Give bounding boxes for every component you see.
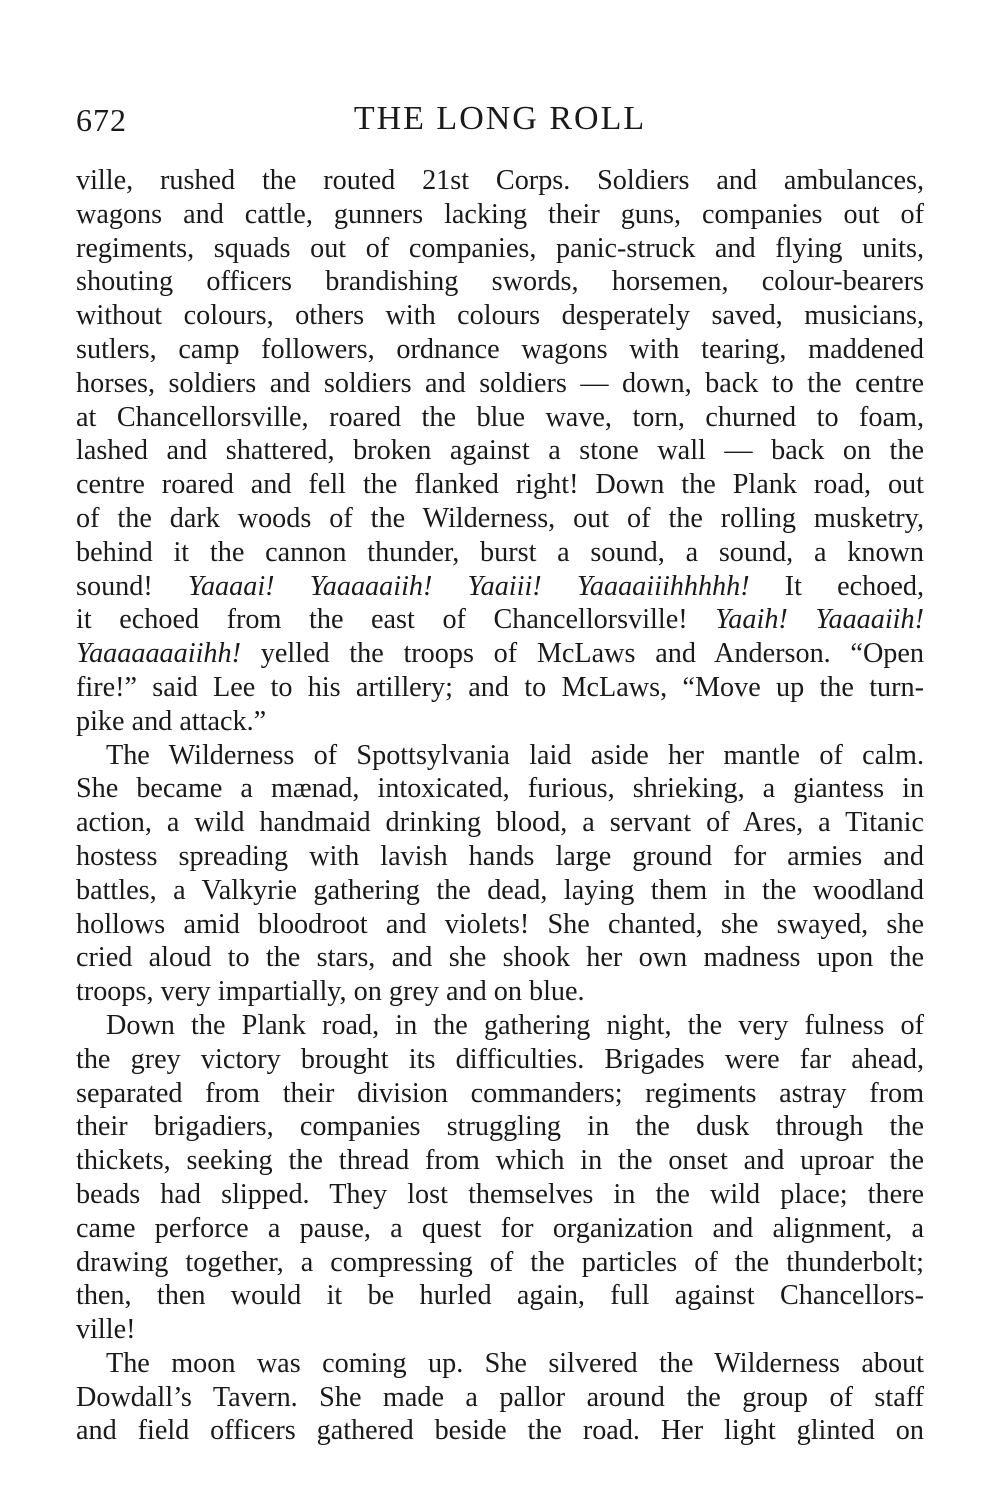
text-line: their brigadiers, companies struggling in the dusk through the	[76, 1111, 924, 1143]
text-line: at Chancellorsville, roared the blue wave, torn, churned to foam,	[76, 401, 924, 433]
rebel-yell-italic: Yaaih! Yaaaaiih!	[715, 604, 924, 636]
text-line: shouting officers brandishing swords, horsemen, colour-bearers	[76, 266, 924, 298]
text-line	[76, 603, 924, 637]
paragraph-1	[76, 164, 924, 739]
paragraph-2	[76, 739, 924, 1009]
text-line: behind it the cannon thunder, burst a sound, a sound, a known	[76, 536, 924, 568]
text-line: hostess spreading with lavish hands large ground for armies and	[76, 840, 924, 872]
page-number: 672	[76, 102, 127, 138]
text-line: wagons and cattle, gunners lacking their guns, companies out of	[76, 198, 924, 230]
text-line: without colours, others with colours desperately saved, musicians,	[76, 300, 924, 332]
book-page	[76, 100, 924, 1448]
text-line: sutlers, camp followers, ordnance wagons with tearing, maddened	[76, 333, 924, 365]
text-line: Dowdall’s Tavern. She made a pallor around the group of staff	[76, 1381, 924, 1413]
paragraph-3	[76, 1009, 924, 1347]
text-line: ville, rushed the routed 21st Corps. Soldiers and ambulances,	[76, 165, 924, 196]
text-run: sound!	[76, 570, 153, 602]
running-head	[76, 100, 924, 148]
rebel-yell-italic: Yaaaaaaaiihh!	[76, 638, 241, 670]
text-line: The moon was coming up. She silvered the Wilderness about	[106, 1347, 924, 1379]
rebel-yell-italic: Yaaaai! Yaaaaaiih! Yaaiii! Yaaaaiiihhhhh!	[187, 570, 750, 602]
text-line: horses, soldiers and soldiers and soldiers — down, back to the centre	[76, 367, 924, 399]
text-line: cried aloud to the stars, and she shook her own madness upon the	[76, 942, 924, 974]
text-line: troops, very impartially, on grey and on blue.	[76, 976, 585, 1008]
text-line	[76, 570, 924, 604]
text-line: thickets, seeking the thread from which in the onset and uproar the	[76, 1145, 924, 1177]
text-run: yelled the troops of McLaws and Anderson. “Open	[260, 638, 925, 670]
text-line: She became a mænad, intoxicated, furious, shrieking, a giantess in	[76, 773, 924, 805]
text-run: it echoed from the east of Chancellorsville!	[76, 604, 688, 636]
text-line: beads had slipped. They lost themselves in the wild place; there	[76, 1178, 924, 1210]
body-text	[76, 164, 924, 1448]
text-line: battles, a Valkyrie gathering the dead, laying them in the woodland	[76, 874, 924, 906]
text-line: pike and attack.”	[76, 705, 267, 737]
text-line: fire!” said Lee to his artillery; and to McLaws, “Move up the turn-	[76, 671, 924, 703]
text-line: action, a wild handmaid drinking blood, a servant of Ares, a Titanic	[76, 807, 924, 839]
text-line: Down the Plank road, in the gathering night, the very fulness of	[106, 1009, 924, 1041]
text-line: then, then would it be hurled again, full against Chancellors-	[76, 1280, 924, 1312]
text-line: lashed and shattered, broken against a stone wall — back on the	[76, 435, 924, 467]
book-title: THE LONG ROLL	[353, 100, 647, 137]
text-run: It echoed,	[784, 570, 924, 602]
text-line: and field officers gathered beside the road. Her light glinted on	[76, 1415, 924, 1447]
text-line: hollows amid bloodroot and violets! She chanted, she swayed, she	[76, 908, 924, 940]
text-line: drawing together, a compressing of the particles of the thunderbolt;	[76, 1246, 924, 1278]
text-line: regiments, squads out of companies, panic-struck and flying units,	[76, 232, 924, 264]
paragraph-4	[76, 1347, 924, 1448]
text-line: The Wilderness of Spottsylvania laid aside her mantle of calm.	[106, 739, 924, 771]
text-line: of the dark woods of the Wilderness, out of the rolling musketry,	[76, 502, 924, 534]
text-line: ville!	[76, 1314, 136, 1346]
text-line: the grey victory brought its difficulties. Brigades were far ahead,	[76, 1043, 924, 1075]
text-line: centre roared and fell the flanked right! Down the Plank road, out	[76, 469, 924, 501]
text-line	[76, 637, 924, 671]
text-line: separated from their division commanders; regiments astray from	[76, 1077, 924, 1109]
text-line: came perforce a pause, a quest for organization and alignment, a	[76, 1212, 924, 1244]
